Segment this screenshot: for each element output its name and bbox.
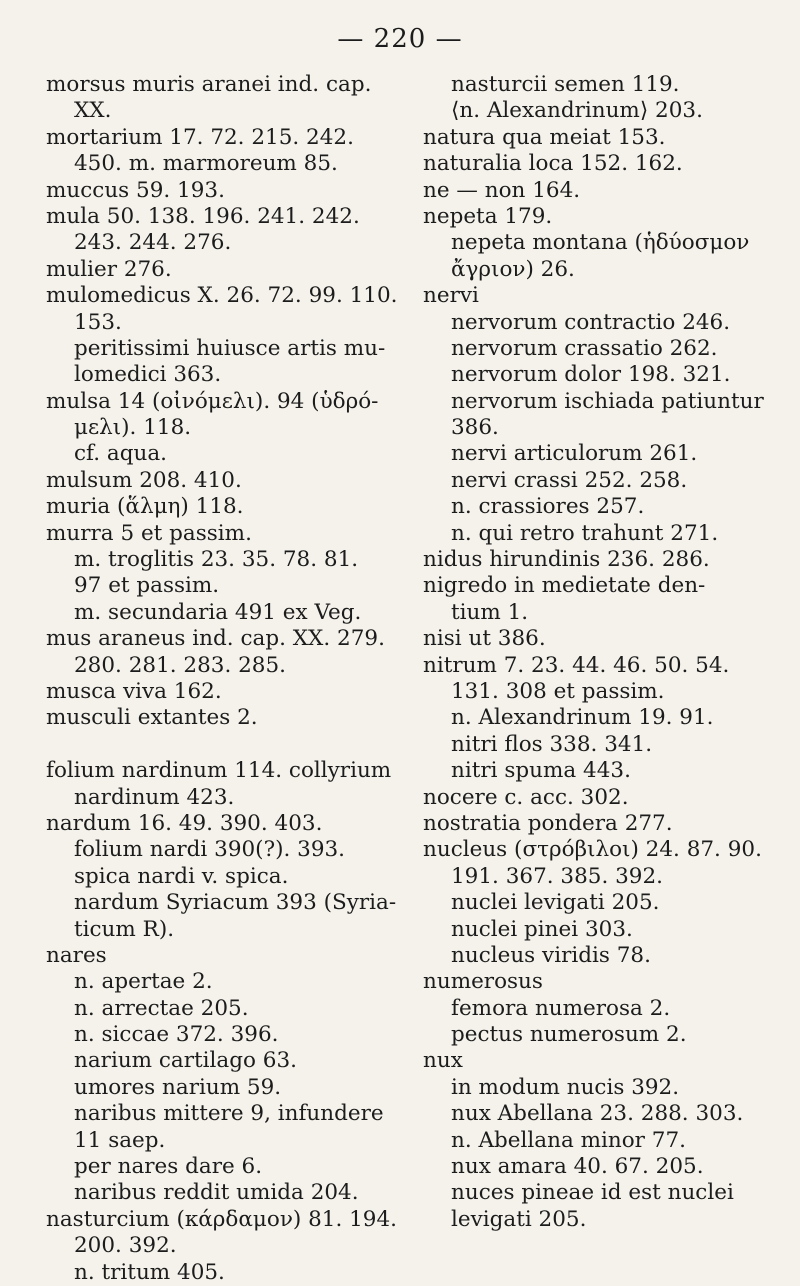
index-entry: naribus reddit umida 204. [74, 1180, 359, 1206]
index-entry: nervi [423, 283, 479, 309]
index-entry: 131. 308 et passim. [451, 678, 665, 704]
index-entry: nuclei levigati 205. [451, 890, 660, 916]
index-entry: musculi extantes 2. [46, 705, 258, 731]
page-number: — 220 — [337, 24, 463, 54]
index-entry: musca viva 162. [46, 678, 222, 704]
index-entry: μελι). 118. [74, 415, 192, 441]
index-entry: naturalia loca 152. 162. [423, 151, 683, 177]
index-entry: nardinum 423. [74, 784, 235, 810]
index-entry: nocere c. acc. 302. [423, 784, 629, 810]
index-entry: m. secundaria 491 ex Veg. [74, 599, 362, 625]
index-entry: nux [423, 1048, 463, 1074]
index-entry: femora numerosa 2. [451, 995, 671, 1021]
index-entry: lomedici 363. [74, 362, 222, 388]
index-entry: mulsa 14 (οἰνόμελι). 94 (ὑδρό- [46, 388, 379, 414]
index-entry: nisi ut 386. [423, 626, 546, 652]
index-entry: peritissimi huiusce artis mu- [74, 335, 386, 361]
index-entry: mus araneus ind. cap. XX. 279. [46, 626, 385, 652]
index-entry: nitrum 7. 23. 44. 46. 50. 54. [423, 652, 730, 678]
index-entry: mulomedicus X. 26. 72. 99. 110. [46, 283, 398, 309]
index-entry: nitri spuma 443. [451, 758, 631, 784]
index-entry: umores narium 59. [74, 1074, 282, 1100]
index-entry: nidus hirundinis 236. 286. [423, 547, 710, 573]
index-entry: nucleus viridis 78. [451, 942, 651, 968]
index-entry: nigredo in medietate den- [423, 573, 706, 599]
index-entry: n. Alexandrinum 19. 91. [451, 705, 714, 731]
index-entry: 280. 281. 283. 285. [74, 652, 286, 678]
index-entry: ⟨n. Alexandrinum⟩ 203. [451, 98, 703, 124]
index-entry: XX. [74, 98, 112, 124]
index-entry: n. qui retro trahunt 271. [451, 520, 719, 546]
index-entry: nitri flos 338. 341. [451, 731, 653, 757]
index-entry: ἄγριον) 26. [451, 256, 575, 282]
index-entry: nervi crassi 252. 258. [451, 467, 688, 493]
index-column-left [46, 72, 398, 1286]
index-entry: nardum 16. 49. 390. 403. [46, 810, 323, 836]
index-entry: nux amara 40. 67. 205. [451, 1154, 704, 1180]
index-entry: in modum nucis 392. [451, 1074, 680, 1100]
index-entry: folium nardinum 114. collyrium [46, 758, 392, 784]
index-entry: n. Abellana minor 77. [451, 1127, 686, 1153]
index-entry: mulier 276. [46, 256, 172, 282]
index-entry: 200. 392. [74, 1233, 177, 1259]
index-entry: numerosus [423, 969, 543, 995]
index-entry: n. tritum 405. [74, 1259, 225, 1285]
index-entry: morsus muris aranei ind. cap. [46, 72, 372, 97]
index-entry: nucleus (στρόβιλοι) 24. 87. 90. [423, 837, 762, 863]
index-entry: naribus mittere 9, infundere [74, 1101, 384, 1127]
index-entry: n. crassiores 257. [451, 494, 645, 520]
index-entry: nervorum contractio 246. [451, 309, 731, 335]
index-entry: m. troglitis 23. 35. 78. 81. [74, 547, 359, 573]
index-entry: n. siccae 372. 396. [74, 1022, 279, 1048]
index-entry: spica nardi v. spica. [74, 863, 289, 889]
index-entry: muccus 59. 193. [46, 177, 225, 203]
index-entry: ticum R). [74, 916, 175, 942]
index-entry: pectus numerosum 2. [451, 1022, 687, 1048]
index-entry: folium nardi 390(?). 393. [74, 837, 346, 863]
index-entry: 97 et passim. [74, 573, 220, 599]
index-entry: nepeta 179. [423, 203, 553, 229]
index-entry: 243. 244. 276. [74, 230, 232, 256]
index-entry: natura qua meiat 153. [423, 124, 666, 150]
index-entry: nepeta montana (ἡδύοσμον [451, 230, 750, 256]
blank-line [46, 732, 386, 758]
index-entry: 386. [451, 415, 499, 441]
index-entry: mulsum 208. 410. [46, 467, 242, 493]
index-entry: 450. m. marmoreum 85. [74, 151, 338, 177]
index-entry: levigati 205. [451, 1206, 587, 1232]
index-entry: 11 saep. [74, 1127, 166, 1153]
index-entry: murra 5 et passim. [46, 520, 252, 546]
index-entry: narium cartilago 63. [74, 1048, 297, 1074]
index-entry: nasturcium (κάρδαμον) 81. 194. [46, 1206, 398, 1232]
index-entry: nuclei pinei 303. [451, 916, 633, 942]
index-entry: per nares dare 6. [74, 1154, 263, 1180]
index-entry: nervi articulorum 261. [451, 441, 698, 467]
index-entry: nervorum ischiada patiuntur [451, 388, 764, 414]
index-column-right [423, 72, 773, 1233]
index-entry: nares [46, 942, 107, 968]
index-entry: nostratia pondera 277. [423, 810, 673, 836]
index-entry: n. arrectae 205. [74, 995, 249, 1021]
index-entry: nervorum crassatio 262. [451, 335, 718, 361]
index-entry: ne — non 164. [423, 177, 581, 203]
index-entry: nux Abellana 23. 288. 303. [451, 1101, 744, 1127]
index-entry: tium 1. [451, 599, 529, 625]
index-entry: n. apertae 2. [74, 969, 213, 995]
index-entry: mula 50. 138. 196. 241. 242. [46, 203, 360, 229]
index-entry: 153. [74, 309, 122, 335]
index-entry: nardum Syriacum 393 (Syria- [74, 890, 397, 916]
index-entry: cf. aqua. [74, 441, 167, 467]
index-entry: muria (ἅλμη) 118. [46, 494, 244, 520]
index-entry: nervorum dolor 198. 321. [451, 362, 731, 388]
index-entry: mortarium 17. 72. 215. 242. [46, 124, 354, 150]
index-entry: nasturcii semen 119. [451, 72, 680, 97]
index-entry: nuces pineae id est nuclei [451, 1180, 734, 1206]
index-entry: 191. 367. 385. 392. [451, 863, 663, 889]
